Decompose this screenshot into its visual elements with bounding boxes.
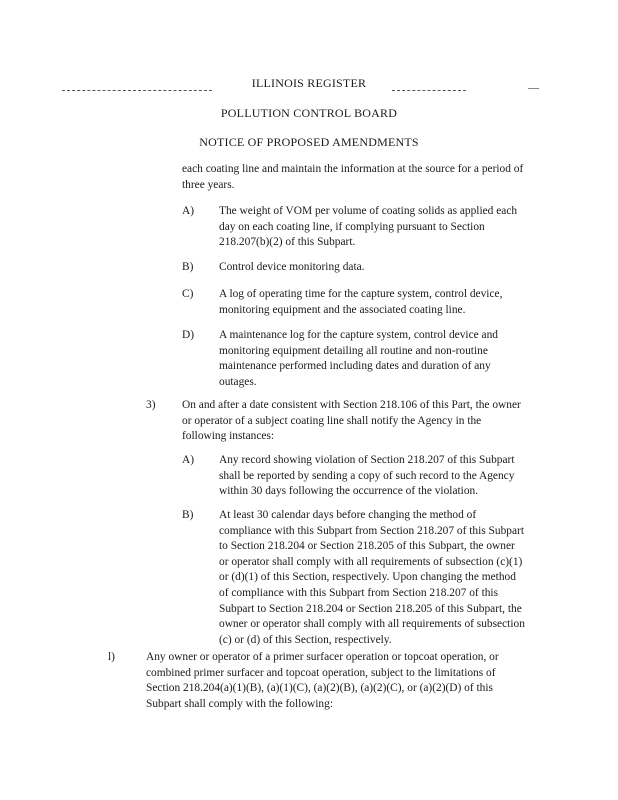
text-line: combined primer surfacer and topcoat operation, subject to the limitations of <box>146 666 496 679</box>
text-line: or operator of a subject coating line shall notify the Agency in the <box>182 414 482 427</box>
item-label-c: C) <box>182 288 194 300</box>
item-label-a: A) <box>182 205 195 217</box>
sub-label-b: B) <box>182 509 194 521</box>
register-title: ILLINOIS REGISTER <box>251 76 367 90</box>
text-line: Subpart shall comply with the following: <box>146 697 333 710</box>
text-line: Subpart to Section 218.204 or Section 218.205 of this Subpart, the <box>219 602 522 615</box>
item-text-b <box>219 260 365 276</box>
text-line: Any record showing violation of Section 218.207 of this Subpart <box>219 454 515 466</box>
item-text-l <box>146 650 499 712</box>
item-text-3 <box>182 398 521 445</box>
item-label-b: B) <box>182 261 194 273</box>
text-line: day on each coating line, if complying pursuant to Section <box>219 220 485 233</box>
text-line: maintenance performed including dates and duration of any <box>219 360 491 373</box>
text-line: At least 30 calendar days before changing the method of <box>219 509 477 521</box>
text-line: to Section 218.204 or Section 218.205 of this Subpart, the owner <box>219 540 515 553</box>
text-line: or (d)(1) of this Section, respectively. Upon changing the method <box>219 571 516 584</box>
sub-label-a: A) <box>182 454 195 466</box>
text-line: (c) or (d) of this Section, respectively. <box>219 633 392 646</box>
text-line: A maintenance log for the capture system, control device and <box>219 329 498 341</box>
sub-text-a <box>219 453 515 500</box>
text-line: monitoring equipment and the associated coating line. <box>219 303 466 316</box>
notice-title: NOTICE OF PROPOSED AMENDMENTS <box>199 135 419 149</box>
text-line: On and after a date consistent with Section 218.106 of this Part, the owner <box>182 399 521 411</box>
text-line: of compliance with this Subpart from Section 218.207 of this <box>219 586 499 599</box>
item-label-d: D) <box>182 329 195 341</box>
text-line: following instances: <box>182 430 275 443</box>
board-title: POLLUTION CONTROL BOARD <box>220 106 398 120</box>
text-line: owner or operator shall comply with all requirements of subsection <box>219 618 525 631</box>
item-text-d <box>219 328 498 390</box>
text-line: Any owner or operator of a primer surfacer operation or topcoat operation, or <box>146 651 499 663</box>
sub-text-b <box>219 508 525 648</box>
header-rule-left <box>62 90 212 91</box>
text-line: outages. <box>219 375 257 388</box>
text-line: Control device monitoring data. <box>219 261 365 273</box>
text-line: 218.207(b)(2) of this Subpart. <box>219 236 356 249</box>
text-line: monitoring equipment detailing all routine and non-routine <box>219 344 488 357</box>
text-line: within 30 days following the occurrence of the violation. <box>219 485 479 498</box>
item-text-a <box>219 204 517 251</box>
text-line: A log of operating time for the capture system, control device, <box>219 288 503 300</box>
text-line: shall be reported by sending a copy of such record to the Agency <box>219 469 515 482</box>
item-label-3: 3) <box>146 399 156 411</box>
header-rule-right <box>392 90 466 91</box>
text-line: three years. <box>182 178 235 191</box>
page-marker: — <box>528 82 539 94</box>
text-line: or operator shall comply with all requirements of subsection (c)(1) <box>219 555 523 568</box>
text-line: Section 218.204(a)(1)(B), (a)(1)(C), (a)(2)(B), (a)(2)(C), or (a)(2)(D) of this <box>146 682 493 695</box>
item-label-l: l) <box>108 651 115 663</box>
item-text-c <box>219 287 502 318</box>
intro-paragraph <box>182 162 523 193</box>
text-line: The weight of VOM per volume of coating solids as applied each <box>219 205 518 217</box>
text-line: compliance with this Subpart from Section 218.207 of this Subpart <box>219 524 524 537</box>
text-line: each coating line and maintain the information at the source for a period of <box>182 163 524 175</box>
